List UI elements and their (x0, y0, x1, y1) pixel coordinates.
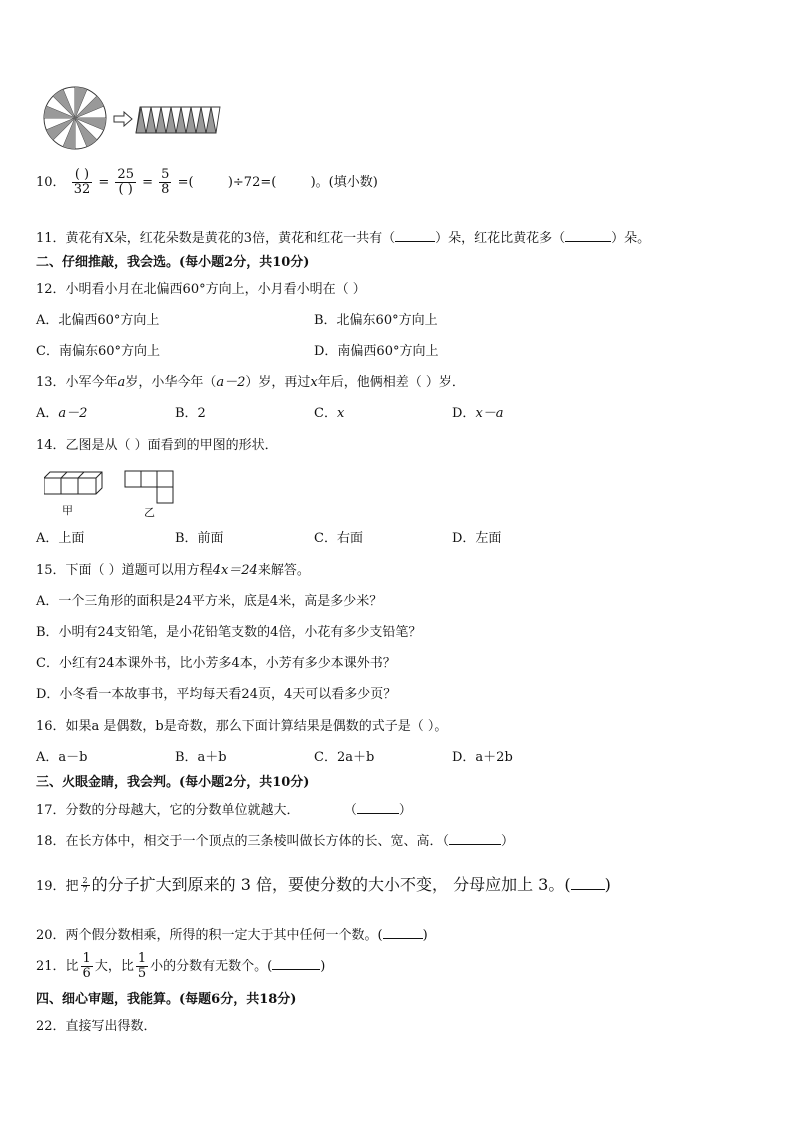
option-a[interactable]: A．一个三角形的面积是24平方米，底是4米，高是多少米？ (36, 594, 383, 609)
section-heading: 四、细心审题，我能算。(每题6分，共18分) (36, 992, 297, 1007)
q19-fraction: $\frac{2}{7}$ (82, 876, 88, 894)
option-c[interactable]: C．2a＋b (314, 750, 375, 765)
option-b[interactable]: B．2 (175, 406, 206, 421)
question-18: 18．在长方体中，相交于一个顶点的三条棱叫做长方体的长、宽、高．（ ） (36, 834, 515, 849)
option-b[interactable]: B．a＋b (175, 750, 227, 765)
answer-blank[interactable] (565, 229, 611, 242)
question-10: 10． $\frac{( )}{32}$ = $\frac{25}{( )}$ = $\frac{5}{8}$ =( )÷72=( )。(填小数) (36, 167, 378, 197)
option-a[interactable]: A．a－2 (36, 406, 88, 421)
option-d[interactable]: D．x－a (452, 406, 504, 421)
label-yi: 乙 (144, 506, 155, 519)
answer-blank[interactable] (571, 877, 605, 890)
question-16-stem: 16．如果a 是偶数，b是奇数，那么下面计算结果是偶数的式子是（ ）。 (36, 719, 448, 734)
answer-blank[interactable] (272, 957, 320, 970)
question-17: 17．分数的分母越大，它的分数单位就越大． （ ） (36, 803, 412, 818)
option-c[interactable]: C．小红有24本课外书，比小芳多4本，小芳有多少本课外书？ (36, 656, 396, 671)
answer-blank[interactable] (357, 801, 399, 814)
question-14-stem: 14．乙图是从（ ）面看到的甲图的形状． (36, 438, 278, 453)
option-d[interactable]: D．小冬看一本故事书，平均每天看24页，4天可以看多少页？ (36, 687, 397, 702)
option-c[interactable]: C．南偏东60°方向上 (36, 344, 160, 359)
question-21: 21．比 $\frac{1}{6}$ 大，比 $\frac{1}{5}$ 小的分数有无数个。( ) (36, 951, 326, 981)
option-d[interactable]: D．a＋2b (452, 750, 513, 765)
option-a[interactable]: A．北偏西60°方向上 (36, 313, 160, 328)
answer-blank[interactable] (395, 229, 435, 242)
rearranged-strip (136, 107, 220, 133)
q10-number: 10． (36, 175, 66, 190)
option-c[interactable]: C．右面 (314, 531, 363, 546)
option-a[interactable]: A．上面 (36, 531, 85, 546)
sector-circle (44, 87, 106, 149)
question-19: 19．把 $\frac{2}{7}$ 的分子扩大到原来的 3 倍，要使分数的大小不变， 分母应加上 3。( ) (36, 875, 611, 894)
option-a[interactable]: A．a－b (36, 750, 88, 765)
q21-fraction-1: $\frac{1}{6}$ (82, 951, 91, 981)
question-22: 22．直接写出得数． (36, 1019, 157, 1034)
option-b[interactable]: B．小明有24支铅笔，是小花铅笔支数的4倍，小花有多少支铅笔？ (36, 625, 422, 640)
option-b[interactable]: B．前面 (175, 531, 224, 546)
q10-fraction-3: $\frac{5}{8}$ (161, 167, 170, 197)
option-b[interactable]: B．北偏东60°方向上 (314, 313, 438, 328)
label-jia: 甲 (62, 504, 73, 517)
q21-fraction-2: $\frac{1}{5}$ (137, 951, 147, 981)
answer-blank[interactable] (383, 926, 423, 939)
question-13-stem: 13．小军今年a岁，小华今年（a－2）岁，再过x年后，他俩相差（ ）岁． (36, 375, 465, 390)
question-12-stem: 12．小明看小月在北偏西60°方向上，小月看小明在（ ） (36, 282, 366, 297)
circle-rearrange-figure (40, 85, 230, 151)
option-c[interactable]: C．x (314, 406, 345, 421)
question-20: 20．两个假分数相乘，所得的积一定大于其中任何一个数。( ) (36, 928, 428, 943)
section-heading: 三、火眼金睛，我会判。(每小题2分，共10分) (36, 775, 310, 790)
section-heading: 二、仔细推敲，我会选。(每小题2分，共10分) (36, 255, 310, 270)
view-figure-yi (124, 470, 176, 506)
question-15-stem: 15．下面（ ）道题可以用方程4x＝24来解答。 (36, 563, 310, 578)
arrow-icon (114, 112, 132, 126)
q10-fraction-2: $\frac{25}{( )}$ (117, 167, 134, 197)
cube-figure-jia (44, 470, 106, 498)
option-d[interactable]: D．左面 (452, 531, 502, 546)
q10-fraction-1: $\frac{( )}{32}$ (73, 167, 91, 197)
option-d[interactable]: D．南偏西60°方向上 (314, 344, 439, 359)
answer-blank[interactable] (449, 832, 501, 845)
question-11: 11．黄花有X朵，红花朵数是黄花的3倍，黄花和红花一共有（ ）朵，红花比黄花多（ ）朵。 (36, 231, 651, 246)
